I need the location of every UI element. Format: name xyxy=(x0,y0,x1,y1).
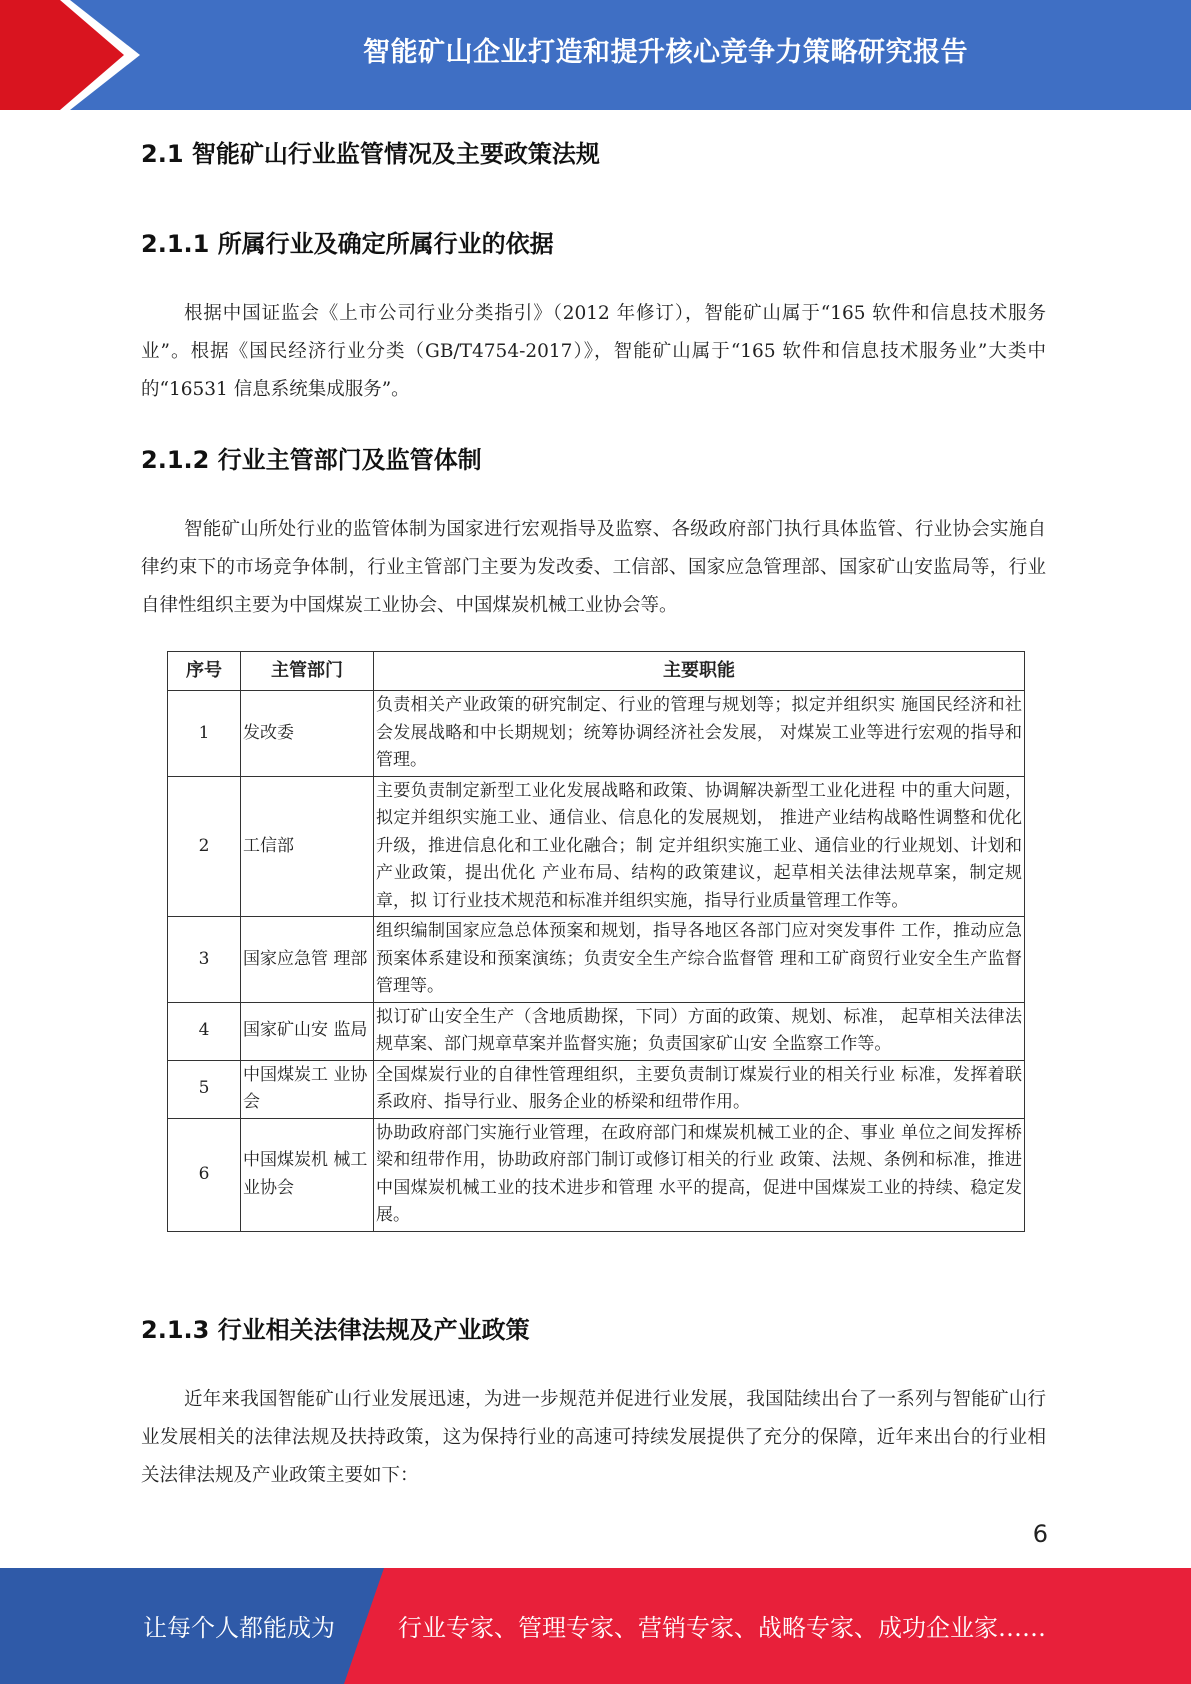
table-header-duty: 主要职能 xyxy=(374,652,1025,691)
footer-slogan-right: 行业专家、管理专家、营销专家、战略专家、成功企业家…… xyxy=(398,1614,1046,1642)
page-number: 6 xyxy=(1032,1520,1048,1548)
table-row xyxy=(168,691,1025,777)
row-duty: 主要负责制定新型工业化发展战略和政策、协调解决新型工业化进程 中的重大问题，拟定并组织实施工业、通信业、信息化的发展规划， 推进产业结构战略性调整和优化升级，推进信息化和工业化融合；制 定并组织实施工业、通信业的行业规划、计划和产业政策，提出优化 产业布局、结构的政策建议，起草相关法律法规草案，制定规章，拟 订行业技术规范和标准并组织实施，指导行业质量管理工作等。 xyxy=(374,776,1025,917)
row-duty: 拟订矿山安全生产（含地质勘探，下同）方面的政策、规划、标准， 起草相关法律法规草案、部门规章草案并监督实施；负责国家矿山安 全监察工作等。 xyxy=(374,1002,1025,1060)
table-row xyxy=(168,1002,1025,1060)
footer-slogan-left: 让每个人都能成为 xyxy=(143,1614,335,1642)
row-department: 国家应急管 理部 xyxy=(241,917,374,1003)
table-header-row xyxy=(168,652,1025,691)
row-department: 中国煤炭工 业协会 xyxy=(241,1060,374,1118)
department-duties-table xyxy=(167,651,1025,1232)
section-heading-2-1-3: 2.1.3 行业相关法律法规及产业政策 xyxy=(141,1316,530,1344)
paragraph-industry-basis: 根据中国证监会《上市公司行业分类指引》（2012 年修订），智能矿山属于“165 软件和信息技术服务业”。根据《国民经济行业分类（GB/T4754-2017）》，智能矿山属于“165 软件和信息技术服务业”大类中的“16531 信息系统集成服务”。 xyxy=(141,303,1046,400)
section-heading-2-1-1: 2.1.1 所属行业及确定所属行业的依据 xyxy=(141,230,554,258)
row-number: 1 xyxy=(168,691,241,777)
page-footer xyxy=(0,1568,1191,1684)
paragraph-laws-policies: 近年来我国智能矿山行业发展迅速，为进一步规范并促进行业发展，我国陆续出台了一系列与智能矿山行业发展相关的法律法规及扶持政策，这为保持行业的高速可持续发展提供了充分的保障，近年来出台的行业相关法律法规及产业政策主要如下： xyxy=(141,1389,1046,1486)
row-number: 2 xyxy=(168,776,241,917)
header-red-arrow-icon xyxy=(0,0,140,110)
section-heading-2-1: 2.1 智能矿山行业监管情况及主要政策法规 xyxy=(141,140,600,168)
row-duty: 负责相关产业政策的研究制定、行业的管理与规划等；拟定并组织实 施国民经济和社会发展战略和中长期规划；统筹协调经济社会发展， 对煤炭工业等进行宏观的指导和管理。 xyxy=(374,691,1025,777)
page-header xyxy=(0,0,1191,110)
row-duty: 全国煤炭行业的自律性管理组织，主要负责制订煤炭行业的相关行业 标准，发挥着联系政府、指导行业、服务企业的桥梁和纽带作用。 xyxy=(374,1060,1025,1118)
row-number: 3 xyxy=(168,917,241,1003)
table-row xyxy=(168,917,1025,1003)
table-row xyxy=(168,1060,1025,1118)
row-number: 6 xyxy=(168,1118,241,1231)
table-row xyxy=(168,776,1025,917)
row-department: 发改委 xyxy=(241,691,374,777)
table-row xyxy=(168,1118,1025,1231)
table-header-dept: 主管部门 xyxy=(241,652,374,691)
paragraph-regulatory-system: 智能矿山所处行业的监管体制为国家进行宏观指导及监察、各级政府部门执行具体监管、行业协会实施自律约束下的市场竞争体制，行业主管部门主要为发改委、工信部、国家应急管理部、国家矿山安监局等，行业自律性组织主要为中国煤炭工业协会、中国煤炭机械工业协会等。 xyxy=(141,519,1046,616)
row-department: 国家矿山安 监局 xyxy=(241,1002,374,1060)
section-heading-2-1-2: 2.1.2 行业主管部门及监管体制 xyxy=(141,446,482,474)
table-header-num: 序号 xyxy=(168,652,241,691)
row-number: 5 xyxy=(168,1060,241,1118)
row-department: 工信部 xyxy=(241,776,374,917)
row-number: 4 xyxy=(168,1002,241,1060)
row-duty: 组织编制国家应急总体预案和规划，指导各地区各部门应对突发事件 工作，推动应急预案体系建设和预案演练；负责安全生产综合监督管 理和工矿商贸行业安全生产监督管理等。 xyxy=(374,917,1025,1003)
report-title: 智能矿山企业打造和提升核心竞争力策略研究报告 xyxy=(363,37,968,68)
row-department: 中国煤炭机 械工业协会 xyxy=(241,1118,374,1231)
row-duty: 协助政府部门实施行业管理，在政府部门和煤炭机械工业的企、事业 单位之间发挥桥梁和纽带作用，协助政府部门制订或修订相关的行业 政策、法规、条例和标准，推进中国煤炭机械工业的技术进步和管理 水平的提高，促进中国煤炭工业的持续、稳定发展。 xyxy=(374,1118,1025,1231)
